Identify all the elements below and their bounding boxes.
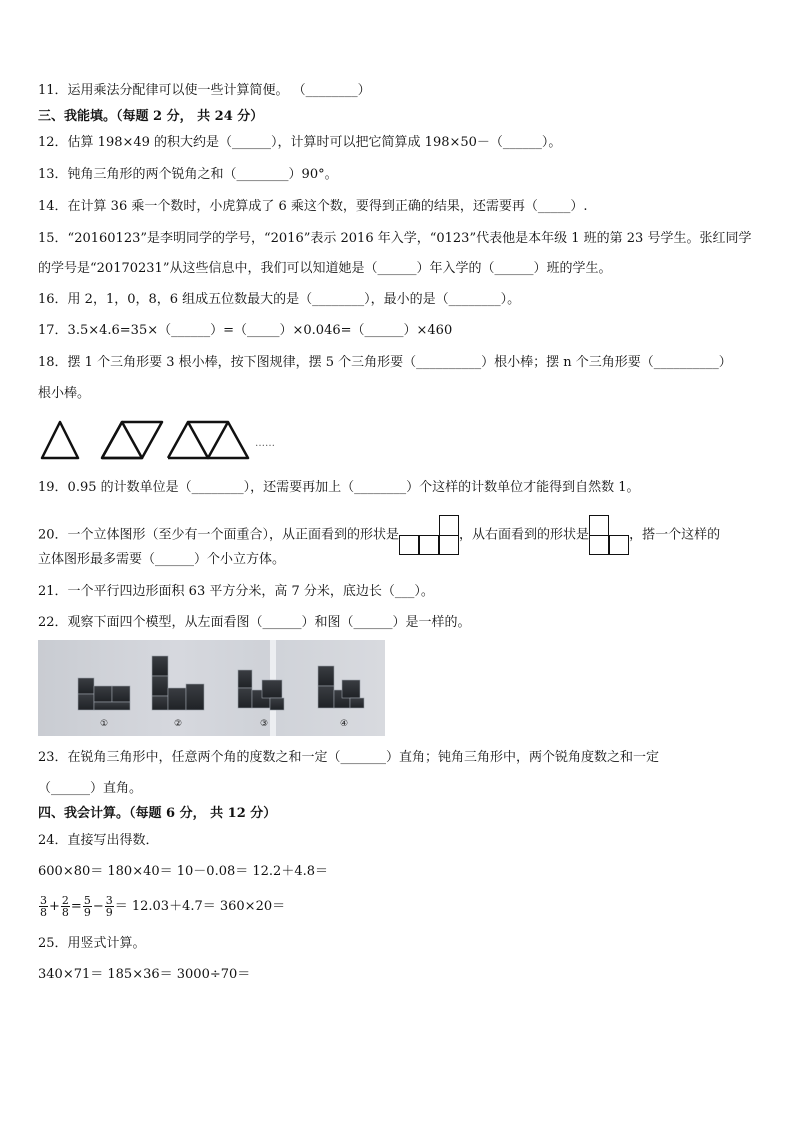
- plus-sign: +: [49, 899, 60, 914]
- right-view-shape: [589, 515, 629, 555]
- question-20-text-c: ，搭一个这样的: [629, 527, 721, 543]
- question-15-line-2: 的学号是“20170231”从这些信息中，我们可以知道她是（______）年入学的（______）班的学生。: [38, 261, 612, 276]
- equals-sign: =: [70, 899, 82, 914]
- question-20-line-1: [38, 515, 720, 555]
- question-23-line-2: （______）直角。: [38, 781, 143, 796]
- question-24-row-1: 600×80＝ 180×40＝ 10－0.08＝ 12.2＋4.8＝: [38, 864, 328, 879]
- triangles-three: [168, 422, 248, 458]
- triangle-pattern-figure: [38, 418, 288, 463]
- question-17: 17．3.5×4.6=35×（______）=（_____）×0.046=（______）×460: [38, 323, 453, 338]
- model-label-4: ④: [339, 719, 349, 729]
- fraction-3-9: $\frac{3}{9}$: [105, 894, 113, 919]
- cube-models-photo: [38, 640, 385, 736]
- model-label-3: ③: [259, 719, 269, 729]
- question-20-text-a: 20．一个立体图形（至少有一个面重合），从正面看到的形状是: [38, 527, 400, 543]
- question-24-row-2: [38, 892, 285, 922]
- question-16: 16．用 2，1，0，8，6 组成五位数最大的是（________），最小的是（________）。: [38, 292, 521, 307]
- question-15-line-1: 15．“20160123”是李明同学的学号，“2016”表示 2016 年入学，“0123”代表他是本年级 1 班的第 23 号学生。张红同学: [38, 231, 752, 246]
- question-20-line-2: 立体图形最多需要（______）个小立方体。: [38, 552, 286, 567]
- question-24-row-2-rest: ＝ 12.03＋4.7＝ 360×20＝: [114, 899, 286, 914]
- model-label-2: ②: [173, 719, 183, 729]
- question-11: 11．运用乘法分配律可以使一些计算简便。 （________）: [38, 83, 371, 98]
- question-14: 14．在计算 36 乘一个数时，小虎算成了 6 乘这个数，要得到正确的结果，还需要再（_____）.: [38, 199, 588, 214]
- question-23-line-1: 23．在锐角三角形中，任意两个角的度数之和一定（_______）直角；钝角三角形中，两个锐角度数之和一定: [38, 750, 660, 765]
- model-4-cubes: [318, 666, 364, 708]
- minus-sign: −: [92, 899, 104, 914]
- question-20-text-b: ，从右面看到的形状是: [459, 527, 590, 543]
- question-25: 25．用竖式计算。: [38, 936, 146, 951]
- question-25-row: 340×71＝ 185×36＝ 3000÷70＝: [38, 967, 251, 982]
- question-18-line-1: 18．摆 1 个三角形要 3 根小棒，按下图规律，摆 5 个三角形要（__________）根小棒；摆 n 个三角形要（__________）: [38, 355, 732, 370]
- section-3-heading: 三、我能填。（每题 2 分， 共 24 分）: [38, 109, 264, 124]
- question-24: 24．直接写出得数．: [38, 833, 159, 848]
- model-3-cubes: [238, 670, 284, 710]
- front-view-shape: [399, 515, 459, 555]
- model-1-cubes: [78, 678, 130, 710]
- model-label-1: ①: [99, 719, 109, 729]
- model-2-cubes: [152, 656, 204, 710]
- fraction-2-8: $\frac{2}{8}$: [61, 894, 69, 919]
- fraction-5-9: $\frac{5}{9}$: [83, 894, 91, 919]
- fraction-3-8: $\frac{3}{8}$: [40, 894, 47, 919]
- question-22: 22．观察下面四个模型，从左面看图（______）和图（______）是一样的。: [38, 615, 471, 630]
- question-13: 13．钝角三角形的两个锐角之和（________）90°。: [38, 167, 338, 182]
- question-12: 12．估算 198×49 的积大约是（______），计算时可以把它简算成 198×50－（______）。: [38, 135, 562, 150]
- question-21: 21．一个平行四边形面积 63 平方分米，高 7 分米，底边长（___）。: [38, 584, 434, 599]
- triangle-one: [42, 422, 78, 458]
- ellipsis: ……: [255, 438, 275, 449]
- triangles-two: [102, 422, 142, 458]
- section-4-heading: 四、我会计算。（每题 6 分， 共 12 分）: [38, 806, 277, 821]
- question-18-line-2: 根小棒。: [38, 386, 91, 401]
- question-19: 19．0.95 的计数单位是（________），还需要再加上（________）个这样的计数单位才能得到自然数 1。: [38, 480, 640, 495]
